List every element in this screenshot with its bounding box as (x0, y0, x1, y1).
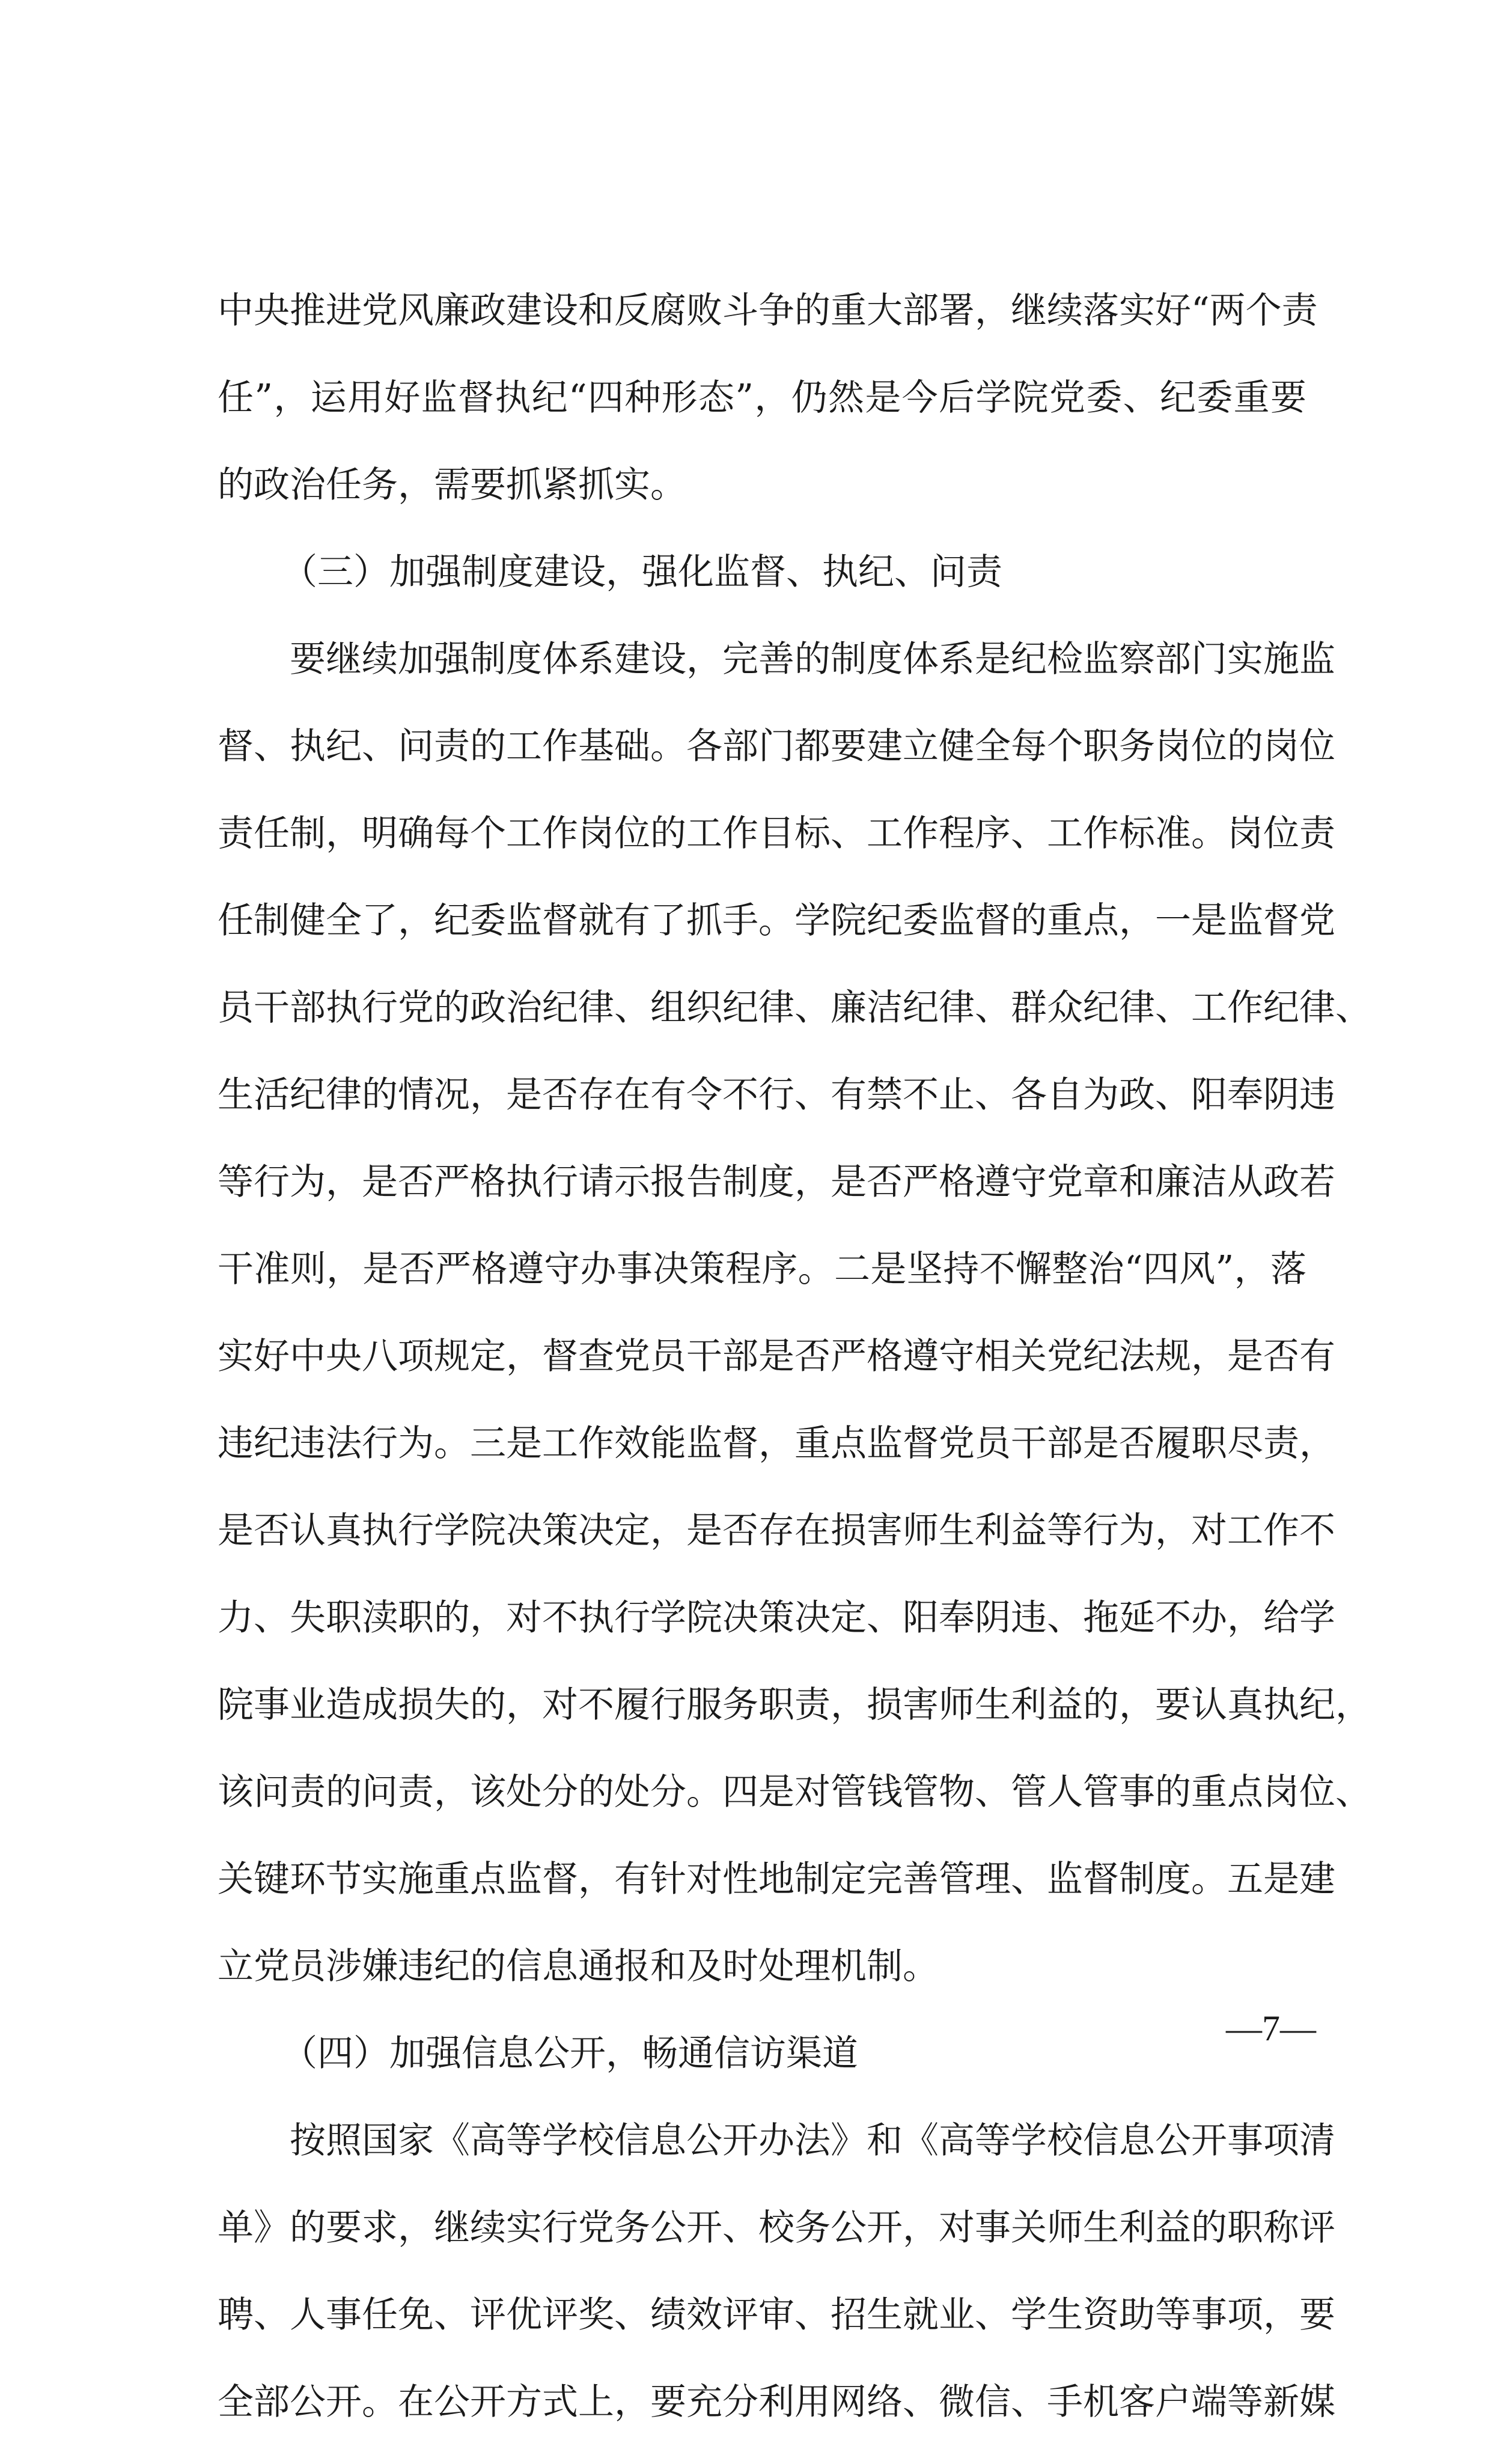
line-text: 力、失职渎职的，对不执行学院决策决定、阳奉阴违、拖延不办，给学 (218, 1597, 1335, 1639)
line-text: 的政治任务，需要抓紧抓实。 (218, 464, 686, 506)
text-line (218, 1749, 1371, 1836)
text-line (218, 442, 1306, 529)
line-text: 是否认真执行学院决策决定，是否存在损害师生利益等行为，对工作不 (218, 1510, 1335, 1552)
text-line (218, 616, 1335, 703)
line-text: 关键环节实施重点监督，有针对性地制定完善管理、监督制度。五是建 (218, 1858, 1335, 1900)
section-heading-text: （三）加强制度建设，强化监督、执纪、问责 (281, 551, 1002, 593)
line-text: 督、执纪、问责的工作基础。各部门都要建立健全每个职务岗位的岗位 (218, 725, 1335, 767)
line-text: 违纪违法行为。三是工作效能监督，重点监督党员干部是否履职尽责， (218, 1423, 1335, 1465)
text-line (218, 1052, 1335, 1139)
text-line (218, 1487, 1335, 1575)
text-line (218, 1923, 1306, 2010)
text-line (218, 1575, 1335, 1662)
text-line (218, 2272, 1335, 2359)
text-line (218, 877, 1335, 965)
text-line (218, 1139, 1335, 1226)
text-line (218, 1662, 1371, 1749)
text-line (218, 965, 1371, 1052)
line-text: 生活纪律的情况，是否存在有令不行、有禁不止、各自为政、阳奉阴违 (218, 1074, 1335, 1116)
line-text: 该问责的问责，该处分的处分。四是对管钱管物、管人管事的重点岗位、 (218, 1771, 1371, 1813)
line-text: 等行为，是否严格执行请示报告制度，是否严格遵守党章和廉洁从政若 (218, 1161, 1335, 1203)
line-text: 单》的要求，继续实行党务公开、校务公开，对事关师生利益的职称评 (218, 2207, 1335, 2249)
line-text: 任”，运用好监督执纪“四种形态”，仍然是今后学院党委、纪委重要 (218, 377, 1306, 419)
line-text: 员干部执行党的政治纪律、组织纪律、廉洁纪律、群众纪律、工作纪律、 (218, 987, 1371, 1029)
line-text: 院事业造成损失的，对不履行服务职责，损害师生利益的，要认真执纪， (218, 1684, 1371, 1726)
section-heading (218, 529, 1306, 616)
text-line (218, 703, 1335, 790)
text-line (218, 1400, 1335, 1487)
text-line (218, 1226, 1306, 1313)
text-line (218, 2097, 1335, 2185)
line-text: 任制健全了，纪委监督就有了抓手。学院纪委监督的重点，一是监督党 (218, 900, 1335, 942)
text-line (218, 2359, 1335, 2446)
line-text: 按照国家《高等学校信息公开办法》和《高等学校信息公开事项清 (290, 2120, 1335, 2162)
text-line (218, 2185, 1335, 2272)
text-line (218, 1313, 1335, 1400)
section-heading (218, 2010, 1306, 2097)
body-text (218, 267, 1371, 2446)
line-text: 聘、人事任免、评优评奖、绩效评审、招生就业、学生资助等事项，要 (218, 2294, 1335, 2336)
line-text: 干准则，是否严格遵守办事决策程序。二是坚持不懈整治“四风”，落 (218, 1248, 1306, 1290)
line-text: 要继续加强制度体系建设，完善的制度体系是纪检监察部门实施监 (290, 638, 1335, 680)
page-number: —7— (1226, 2008, 1316, 2048)
line-text: 全部公开。在公开方式上，要充分利用网络、微信、手机客户端等新媒 (218, 2381, 1335, 2423)
line-text: 立党员涉嫌违纪的信息通报和及时处理机制。 (218, 1945, 939, 1987)
line-text: 实好中央八项规定，督查党员干部是否严格遵守相关党纪法规，是否有 (218, 1335, 1335, 1377)
section-heading-text: （四）加强信息公开，畅通信访渠道 (281, 2033, 858, 2075)
text-line (218, 790, 1335, 877)
text-line (218, 1836, 1335, 1923)
text-line (218, 355, 1306, 442)
line-text: 中央推进党风廉政建设和反腐败斗争的重大部署，继续落实好“两个责 (218, 290, 1318, 332)
text-line (218, 267, 1318, 355)
line-text: 责任制，明确每个工作岗位的工作目标、工作程序、工作标准。岗位责 (218, 813, 1335, 855)
